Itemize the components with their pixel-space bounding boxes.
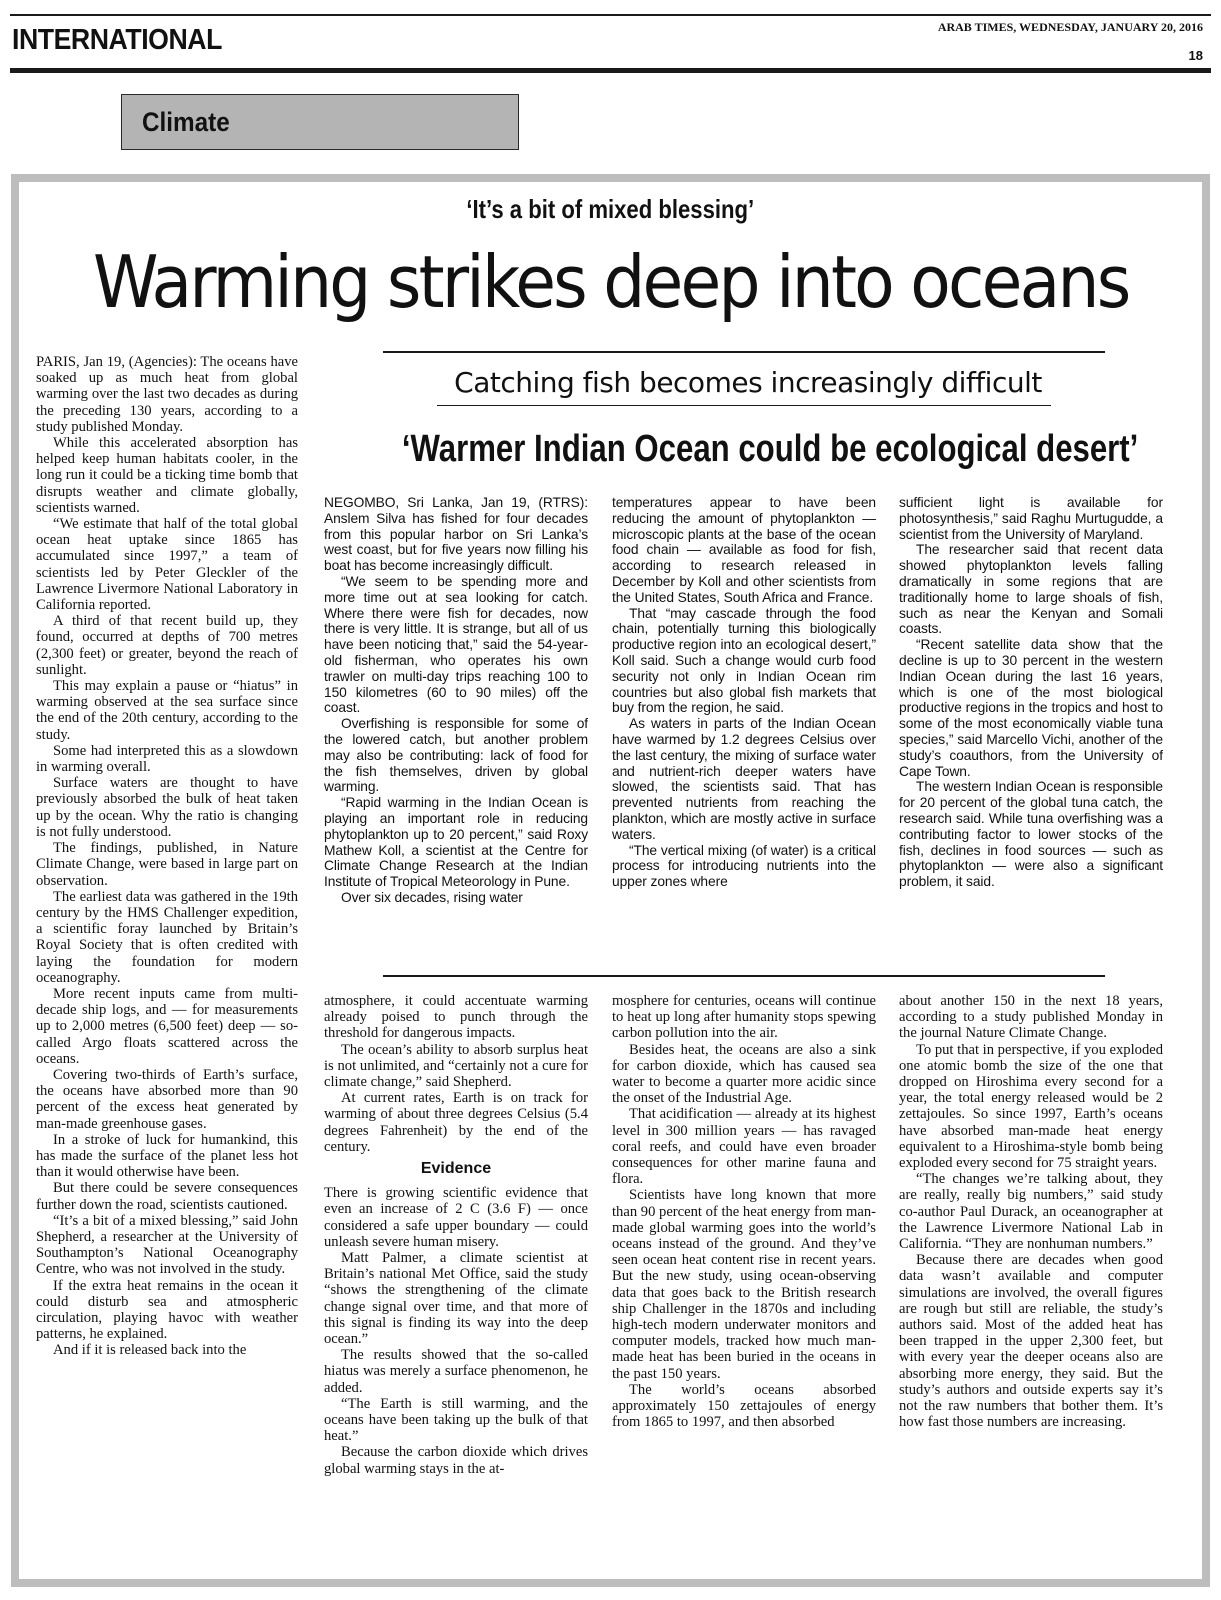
paragraph: The earliest data was gathered in the 19th century by the HMS Challenger expedition, a scientific foray launched by Britain’s Royal Society that is often credited with laying the foundation for modern oceanography. [36,888,298,986]
subhead-bottom-rule [437,405,1051,406]
topic-box [121,94,519,150]
inset-headline [320,428,1220,471]
paragraph: If the extra heat remains in the ocean it could disturb sea and atmospheric circulation, playing havoc with weather patterns, he explained. [36,1277,298,1343]
inset-bottom-rule [383,975,1105,977]
paragraph: As waters in parts of the Indian Ocean have warmed by 1.2 degrees Celsius over the last century, the mixing of surface water and nutrient-rich deeper waters have slowed, the scientists said. That has prevented nutrients from reaching the plankton, which are mostly active in surface waters. [612,716,876,842]
paragraph: At current rates, Earth is on track for warming of about three degrees Celsius (5.4 degrees Fahrenheit) by the end of the century. [324,1090,588,1155]
paragraph: That “may cascade through the food chain, potentially turning this biologically productive region into an ecological desert,” Koll said. Such a change would curb food security not only in Indian Ocean rim countries but also global fish markets that buy from the region, he said. [612,605,876,716]
section-label: INTERNATIONAL [12,24,222,56]
paragraph: Overfishing is responsible for some of the lowered catch, but another problem may also be contributing: lack of food for the fish themselves, driven by global warming. [324,716,588,795]
header-rule [10,68,1211,73]
paragraph: “It’s a bit of a mixed blessing,” said John Shepherd, a researcher at the University of Southampton’s National Oceanography Centre, who was not involved in the study. [36,1212,298,1278]
paragraph: “Rapid warming in the Indian Ocean is playing an important role in reducing phytoplankton up to 20 percent,” said Roxy Mathew Koll, a scientist at the Centre for Climate Change Research at the Indian Institute of Tropical Meteorology in Pune. [324,795,588,890]
paragraph: about another 150 in the next 18 years, according to a study published Monday in the journal Nature Climate Change. [899,993,1163,1042]
inset-story-column-3 [899,495,1163,965]
paragraph: The results showed that the so-called hiatus was merely a surface phenomenon, he added. [324,1347,588,1396]
kicker-text: ‘It’s a bit of mixed blessing’ [466,194,755,224]
kicker-quote [0,194,1221,225]
top-rule [10,14,1211,16]
paragraph: “The Earth is still warming, and the oceans have been taking up the bulk of that heat.” [324,1395,588,1445]
paragraph: This may explain a pause or “hiatus” in warming observed at the sea surface since the end of the 20th century, according to the study. [36,678,298,743]
paragraph: PARIS, Jan 19, (Agencies): The oceans have soaked up as much heat from global warming over the last two decades as during the preceding 130 years, according to a study published Monday. [36,354,298,435]
paragraph: NEGOMBO, Sri Lanka, Jan 19, (RTRS): Anslem Silva has fished for four decades from this popular harbor on Sri Lanka’s west coast, but for five years now filling his boat has become increasingly difficult. [324,495,588,574]
paragraph: But there could be severe consequences further down the road, scientists cautioned. [36,1180,298,1213]
inset-story-column-2 [612,495,876,965]
paragraph: Because there are decades when good data wasn’t available and computer simulations are involved, the overall figures are rough but still are reliable, the study’s authors said. Most of the added heat has been trapped in the upper 2,300 feet, but with every year the deeper oceans also are absorbing more energy, they said. But the study’s authors and outside experts say it’s not the raw numbers that bother them. It’s how fast those numbers are increasing. [899,1252,1163,1431]
paragraph: atmosphere, it could accentuate warming already poised to punch through the threshold for dangerous impacts. [324,993,588,1042]
paragraph: mosphere for centuries, oceans will continue to heat up long after humanity stops spewing carbon pollution into the air. [612,993,876,1042]
paragraph: Some had interpreted this as a slowdown in warming overall. [36,742,298,776]
paragraph: That acidification — already at its highest level in 300 million years — has ravaged coral reefs, and could have even broader consequences for other marine fauna and flora. [612,1106,876,1188]
main-headline [0,240,1221,324]
paragraph: “We seem to be spending more and more time out at sea looking for catch. Where there were fish for decades, now there is very little. It is strange, but all of us have been noticing that,” said the 54-year-old fisherman, who operates his own trawler on multi-day trips reaching 100 to 150 kilometres (60 to 90 miles) off the coast. [324,573,588,716]
paragraph: Over six decades, rising water [341,889,523,905]
paragraph: “Recent satellite data show that the decline is up to 30 percent in the western Indian Ocean during the last 16 years, which is one of the most biological productive regions in the tropics and host to some of the most economically viable tuna species,” said Marcello Vichi, another of the study’s coauthors, from the University of Cape Town. [899,637,1163,779]
paragraph: The researcher said that recent data showed phytoplankton levels falling dramatically in some regions that are traditionally home to large shoals of fish, such as near the Kenyan and Somali coasts. [899,542,1163,637]
paragraph: A third of that recent build up, they found, occurred at depths of 700 metres (2,300 feet) or greater, beyond the reach of sunlight. [36,613,298,678]
paragraph: Surface waters are thought to have previously absorbed the bulk of heat taken up by the ocean. Why the ratio is changing is not fully understood. [36,775,298,840]
paragraph: In a stroke of luck for humankind, this has made the surface of the planet less hot than it would otherwise have been. [36,1131,298,1181]
paragraph: Covering two-thirds of Earth’s surface, the oceans have absorbed more than 90 percent of the excess heat generated by man-made greenhouse gases. [36,1066,298,1132]
paragraph: While this accelerated absorption has helped keep human habitats cooler, in the long run it could be a ticking time bomb that disrupts weather and climate globally, scientists warned. [36,435,298,516]
paragraph: Matt Palmer, a climate scientist at Britain’s national Met Office, said the study “shows the strengthening of the climate change signal over time, and that more of this signal is finding its way into the deep ocean.” [324,1250,588,1348]
evidence-subhead: Evidence [420,1160,492,1178]
paragraph: To put that in perspective, if you exploded one atomic bomb the size of the one that dropped on Hiroshima every second for a year, the total energy released would be 2 zettajoules. So since 1997, Earth’s oceans have absorbed man-made heat energy equivalent to a Hiroshima-style bomb being exploded every second for 75 straight years. [899,1041,1163,1172]
masthead-dateline: ARAB TIMES, WEDNESDAY, JANUARY 20, 2016 [937,20,1203,34]
paragraph: “The changes we’re talking about, they are really, really big numbers,” said study co-author Paul Durack, an oceanographer at the Lawrence Livermore National Lab in California. “They are nonhuman numbers.” [899,1171,1163,1253]
topic-label: Climate [142,107,230,137]
inset-headline-text: ‘Warmer Indian Ocean could be ecological desert’ [401,428,1139,470]
inset-story-column-1 [324,495,588,965]
paragraph: Besides heat, the oceans are also a sink for carbon dioxide, which has caused sea water to become a quarter more acidic since the onset of the Industrial Age. [612,1041,876,1107]
column-2-lower [324,1185,588,1477]
paragraph: The ocean’s ability to absorb surplus heat is not unlimited, and “certainly not a cure for climate change,” said Shepherd. [324,1041,588,1091]
column-2-upper [324,993,588,1155]
main-story-column-2 [324,993,588,1578]
paragraph: And if it is released back into the [53,1342,247,1359]
paragraph: The findings, published, in Nature Climate Change, were based in large part on observation. [36,840,298,889]
paragraph: There is growing scientific evidence that even an increase of 2 C (3.6 F) — once considered a safe upper boundary — could unleash severe human misery. [324,1185,588,1250]
page-number: 18 [1188,48,1203,63]
paragraph: The world’s oceans absorbed approximately 150 zettajoules of energy from 1865 to 1997, and then absorbed [612,1381,876,1431]
main-story-column-4 [899,993,1163,1578]
subheadline: Catching fish becomes increasingly difficult [454,366,1042,399]
paragraph: temperatures appear to have been reducing the amount of phytoplankton — microscopic plants at the base of the ocean food chain — available as food for fish, according to research released in December by Koll and other scientists from the United States, South Africa and France. [612,495,876,605]
main-story-column-3 [612,993,876,1578]
main-story-column-1 [36,354,298,1576]
paragraph: The western Indian Ocean is responsible for 20 percent of the global tuna catch, the research said. While tuna overfishing was a contributing factor to lower stocks of the fish, declines in food sources — such as phytoplankton — were also a significant problem, it said. [899,779,1163,890]
paragraph: More recent inputs came from multi-decade ship logs, and — for measurements up to 2,000 metres (6,500 feet) deep — so-called Argo floats scattered across the oceans. [36,985,298,1067]
paragraph: Scientists have long known that more than 90 percent of the heat energy from man-made global warming goes into the world’s oceans instead of the ground. And they’ve seen ocean heat content rise in recent years. But the new study, using ocean-observing data that goes back to the British research ship Challenger in the 1870s and including high-tech modern underwater monitors and computer models, tracked how much man-made heat has been buried in the oceans in the past 150 years. [612,1187,876,1382]
paragraph: Because the carbon dioxide which drives global warming stays in the at- [324,1444,588,1477]
paragraph: “The vertical mixing (of water) is a critical process for introducing nutrients into the upper zones where [612,842,876,890]
subhead-top-rule [383,351,1105,353]
paragraph: “We estimate that half of the total global ocean heat uptake since 1865 has accumulated since 1997,” a team of scientists led by Peter Gleckler of the Lawrence Livermore National Laboratory in California reported. [36,516,298,614]
paragraph: sufficient light is available for photosynthesis,” said Raghu Murtugudde, a scientist from the University of Maryland. [899,495,1163,542]
main-headline-text: Warming strikes deep into oceans [92,240,1129,324]
